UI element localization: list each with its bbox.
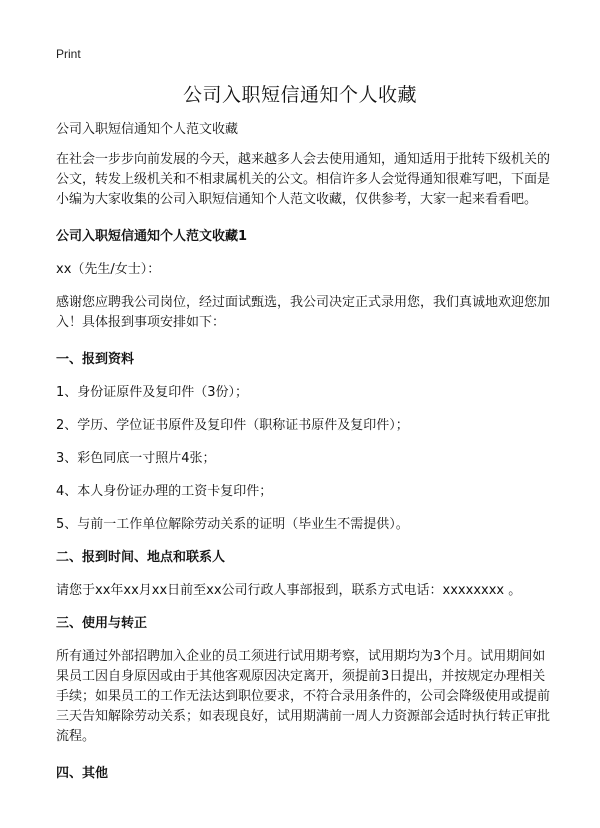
list-item: 5、与前一工作单位解除劳动关系的证明（毕业生不需提供）。 [56, 517, 409, 532]
report-paragraph: 请您于xx年xx月xx日前至xx公司行政人事部报到，联系方式电话：xxxxxxxx 。 [56, 583, 522, 598]
heading-report-materials: 一、报到资料 [56, 352, 135, 367]
probation-paragraph: 所有通过外部招聘加入企业的员工须进行试用期考察，试用期均为3个月。试用期间如果员工因自身原因或由于其他客观原因决定离开，须提前3日提出，并按规定办理相关手续；如果员工的工作无法达到职位要求，不符合录用条件的，公司会降级使用或提前三天告知解除劳动关系；如表现良好，试用期满前一周人力资源部会适时执行转正审批流程。 [56, 649, 551, 744]
page-title: 公司入职短信通知个人收藏 [182, 84, 417, 106]
welcome-paragraph: 感谢您应聘我公司岗位，经过面试甄选，我公司决定正式录用您，我们真诚地欢迎您加入！具体报到事项安排如下： [56, 295, 551, 330]
list-item: 3、彩色同底一寸照片4张； [56, 451, 216, 466]
document-body [56, 120, 552, 797]
section-heading: 公司入职短信通知个人范文收藏1 [56, 229, 248, 244]
salutation: xx（先生/女士）： [56, 262, 161, 277]
heading-probation: 三、使用与转正 [56, 616, 148, 631]
intro-paragraph: 在社会一步步向前发展的今天，越来越多人会去使用通知，通知适用于批转下级机关的公文，转发上级机关和不相隶属机关的公文。相信许多人会觉得通知很难写吧，下面是小编为大家收集的公司入职短信通知个人范文收藏，仅供参考，大家一起来看看吧。 [56, 152, 551, 207]
list-item: 2、学历、学位证书原件及复印件（职称证书原件及复印件）； [56, 418, 409, 433]
list-item: 1、身份证原件及复印件（3份）； [56, 385, 249, 400]
print-label[interactable]: Print [56, 47, 81, 61]
list-item: 4、本人身份证办理的工资卡复印件； [56, 484, 273, 499]
heading-report-time-place: 二、报到时间、地点和联系人 [56, 550, 226, 565]
heading-other: 四、其他 [56, 766, 109, 781]
document-subtitle: 公司入职短信通知个人范文收藏 [56, 122, 239, 137]
